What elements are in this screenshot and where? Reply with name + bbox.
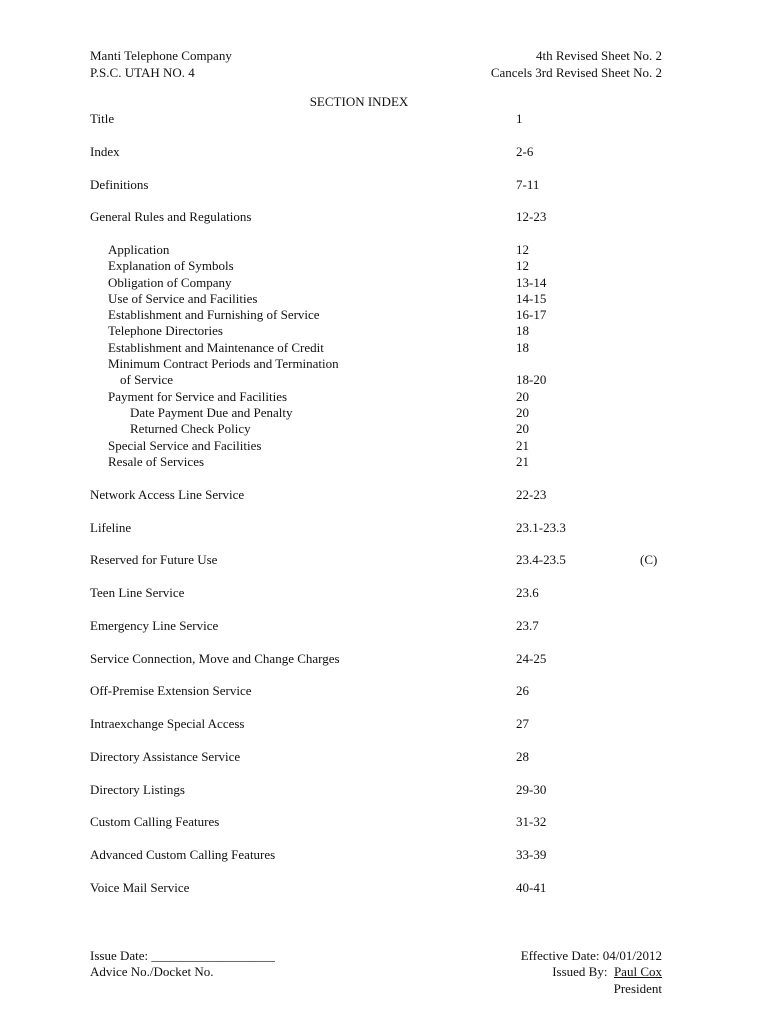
index-label-application: Application [108,242,170,257]
index-label-use-of-service: Use of Service and Facilities [108,291,258,306]
index-page-teen-line: 23.6 [516,585,539,600]
index-label-emergency-line: Emergency Line Service [90,618,219,633]
index-page-directories: 18 [516,323,529,338]
issuer-name: Paul Cox [613,964,662,979]
index-label-resale: Resale of Services [108,454,205,469]
index-label-symbols: Explanation of Symbols [108,258,234,273]
effective-date: Effective Date: 04/01/2012 [520,948,662,963]
index-label-title: Title [90,111,115,126]
index-label-general-rules: General Rules and Regulations [90,209,252,224]
psc-number: P.S.C. UTAH NO. 4 [90,65,195,80]
index-page-custom-calling: 31-32 [516,814,547,829]
index-page-payment-due: 20 [516,405,529,420]
index-page-network-access: 22-23 [516,487,547,502]
index-page-lifeline: 23.1-23.3 [516,520,566,535]
index-label-index: Index [90,144,120,159]
index-page-credit: 18 [516,340,529,355]
index-page-returned-check: 20 [516,421,529,436]
index-label-reserved: Reserved for Future Use [90,552,218,567]
index-label-payment-due: Date Payment Due and Penalty [130,405,293,420]
index-label-credit: Establishment and Maintenance of Credit [108,340,324,355]
index-label-lifeline: Lifeline [90,520,132,535]
index-page-obligation: 13-14 [516,275,547,290]
index-label-obligation: Obligation of Company [108,275,232,290]
index-label-payment: Payment for Service and Facilities [108,389,288,404]
index-label-service-connection: Service Connection, Move and Change Charges [90,651,340,666]
index-label-special-service: Special Service and Facilities [108,438,262,453]
index-page-special-service: 21 [516,438,529,453]
index-label-returned-check: Returned Check Policy [130,421,251,436]
index-label-definitions: Definitions [90,177,149,192]
sheet-number: 4th Revised Sheet No. 2 [535,48,662,63]
index-label-voice-mail: Voice Mail Service [90,880,190,895]
index-page-title: 1 [516,111,523,126]
index-label-advanced-custom: Advanced Custom Calling Features [90,847,276,862]
section-title: SECTION INDEX [309,94,409,109]
index-page-establishment: 16-17 [516,307,547,322]
index-page-definitions: 7-11 [516,177,540,192]
index-page-off-premise: 26 [516,683,529,698]
index-page-payment: 20 [516,389,529,404]
index-page-use-of-service: 14-15 [516,291,547,306]
index-page-intraexchange: 27 [516,716,529,731]
index-page-voice-mail: 40-41 [516,880,547,895]
index-page-service-connection: 24-25 [516,651,547,666]
index-page-reserved: 23.4-23.5 [516,552,566,567]
change-mark: (C) [640,552,658,567]
index-page-index: 2-6 [516,144,534,159]
index-label-minimum-contract: Minimum Contract Periods and Termination [108,356,339,371]
issue-date: Issue Date: ___________________ [90,948,275,963]
index-label-directories: Telephone Directories [108,323,223,338]
index-page-minimum-contract: 18-20 [516,372,547,387]
index-page-directory-listings: 29-30 [516,782,547,797]
issued-by-label: Issued By: [552,964,608,979]
issued-by [552,964,662,980]
issuer-title: President [613,981,662,996]
index-page-resale: 21 [516,454,529,469]
index-label-establishment: Establishment and Furnishing of Service [108,307,320,322]
index-label-minimum-contract-cont: of Service [120,372,174,387]
index-page-directory-assistance: 28 [516,749,529,764]
index-label-directory-assistance: Directory Assistance Service [90,749,241,764]
index-label-off-premise: Off-Premise Extension Service [90,683,252,698]
index-label-network-access: Network Access Line Service [90,487,245,502]
index-label-teen-line: Teen Line Service [90,585,185,600]
index-page-general-rules: 12-23 [516,209,547,224]
index-page-emergency-line: 23.7 [516,618,539,633]
index-label-custom-calling: Custom Calling Features [90,814,220,829]
index-page-advanced-custom: 33-39 [516,847,547,862]
advice-docket: Advice No./Docket No. [90,964,214,979]
cancels-sheet: Cancels 3rd Revised Sheet No. 2 [490,65,662,80]
index-page-symbols: 12 [516,258,529,273]
index-page-application: 12 [516,242,529,257]
index-label-directory-listings: Directory Listings [90,782,185,797]
index-label-intraexchange: Intraexchange Special Access [90,716,245,731]
company-name: Manti Telephone Company [90,48,232,63]
